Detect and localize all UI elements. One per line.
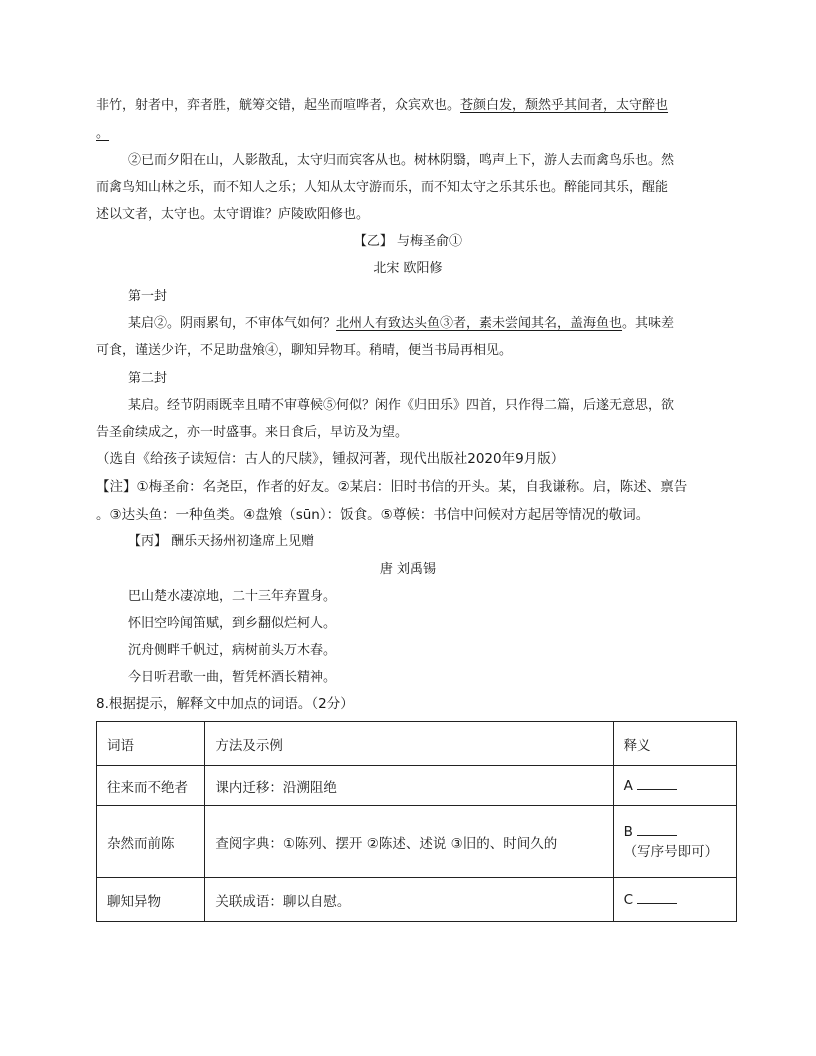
row3-answer-blank[interactable] xyxy=(637,891,677,904)
jia-para2-line-1: ②已而夕阳在山，人影散乱，太守归而宾客从也。树林阴翳，鸣声上下，游人去而禽鸟乐也。然 xyxy=(128,153,675,168)
jia-underlined-end: 。 xyxy=(96,126,110,141)
row1-answer-blank[interactable] xyxy=(637,777,677,790)
yi-letter1-line-2: 可食，谨送少许，不足助盘飧④，聊知异物耳。稍晴，便当书局再相见。 xyxy=(96,343,513,358)
answer-table xyxy=(96,721,737,922)
header-word: 词语 xyxy=(97,722,205,766)
jia-para2-line-3: 述以文者，太守也。太守谓谁？庐陵欧阳修也。 xyxy=(96,207,370,222)
yi-title: 【乙】 与梅圣俞① xyxy=(353,234,463,249)
header-method: 方法及示例 xyxy=(205,722,613,766)
table-header-row xyxy=(97,722,737,766)
row3-answer-label: C xyxy=(623,892,634,908)
row1-answer-label: A xyxy=(623,778,633,794)
row2-answer-label: B xyxy=(623,824,633,840)
row3-method: 关联成语：聊以自慰。 xyxy=(205,878,613,922)
row2-answer-blank[interactable] xyxy=(637,823,677,836)
yi-source: （选自《给孩子读短信：古人的尺牍》，锺叔河著，现代出版社2020年9月版） xyxy=(96,451,565,467)
bing-author: 唐 刘禹锡 xyxy=(379,562,437,577)
yi-letter2-line-2: 告圣俞续成之，亦一时盛事。来日食后，早访及为望。 xyxy=(96,425,409,440)
bing-verse-4: 今日听君歌一曲，暂凭杯酒长精神。 xyxy=(128,670,337,685)
bing-verse-1: 巴山楚水凄凉地，二十三年弃置身。 xyxy=(128,589,337,604)
yi-letter1-end: 。其味差 xyxy=(622,316,675,331)
row3-word: 聊知异物 xyxy=(97,878,205,922)
header-meaning: 释义 xyxy=(613,722,736,766)
yi-note-line-2: 。③达头鱼：一种鱼类。④盘飧（sūn）：饭食。⑤尊候：书信中问候对方起居等情况的敬词。 xyxy=(96,507,650,523)
table-row xyxy=(97,766,737,806)
row1-method: 课内迁移：沿溯阻绝 xyxy=(205,766,613,806)
bing-verse-2: 怀旧空吟闻笛赋，到乡翻似烂柯人。 xyxy=(128,616,337,631)
yi-letter2-line-1: 某启。经节阴雨既幸且晴不审尊候⑤何似？闲作《归田乐》四首，只作得二篇，后遂无意思，欲 xyxy=(128,398,675,413)
jia-line-1-text: 非竹，射者中，弈者胜，觥筹交错，起坐而喧哗者，众宾欢也。 xyxy=(96,98,461,113)
row1-word: 往来而不绝者 xyxy=(97,766,205,806)
row3-answer-cell xyxy=(613,878,736,922)
bing-verse-3: 沉舟侧畔千帆过，病树前头万木春。 xyxy=(128,643,337,658)
row2-method: 查阅字典：①陈列、摆开 ②陈述、述说 ③旧的、时间久的 xyxy=(205,806,613,878)
yi-letter1-start: 某启②。阴雨累旬，不审体气如何？ xyxy=(128,316,337,331)
jia-para2-line-2: 而禽鸟知山林之乐，而不知人之乐；人知从太守游而乐，而不知太守之乐其乐也。醉能同其乐，醒能 xyxy=(96,180,669,195)
jia-line-1 xyxy=(96,96,722,116)
yi-author: 北宋 欧阳修 xyxy=(373,261,443,276)
table-row xyxy=(97,806,737,878)
jia-line-2 xyxy=(96,124,722,144)
yi-letter1-heading: 第一封 xyxy=(128,289,168,304)
yi-letter1-line-1 xyxy=(128,314,754,334)
row2-answer-cell xyxy=(613,806,736,878)
jia-underlined-sentence: 苍颜白发，颓然乎其间者，太守醉也 xyxy=(460,98,669,113)
question-prompt: 8.根据提示，解释文中加点的词语。（2分） xyxy=(96,696,354,712)
bing-title: 【丙】 酬乐天扬州初逢席上见赠 xyxy=(128,534,315,549)
yi-note-line-1: 【注】①梅圣俞：名尧臣，作者的好友。②某启：旧时书信的开头。某，自我谦称。启，陈述、禀告 xyxy=(96,479,688,495)
yi-letter2-heading: 第二封 xyxy=(128,371,168,386)
row1-answer-cell xyxy=(613,766,736,806)
row2-word: 杂然而前陈 xyxy=(97,806,205,878)
table-row xyxy=(97,878,737,922)
yi-underlined-sentence: 北州人有致达头鱼③者，素未尝闻其名，盖海鱼也 xyxy=(336,316,623,331)
row2-answer-note: （写序号即可） xyxy=(623,844,719,860)
